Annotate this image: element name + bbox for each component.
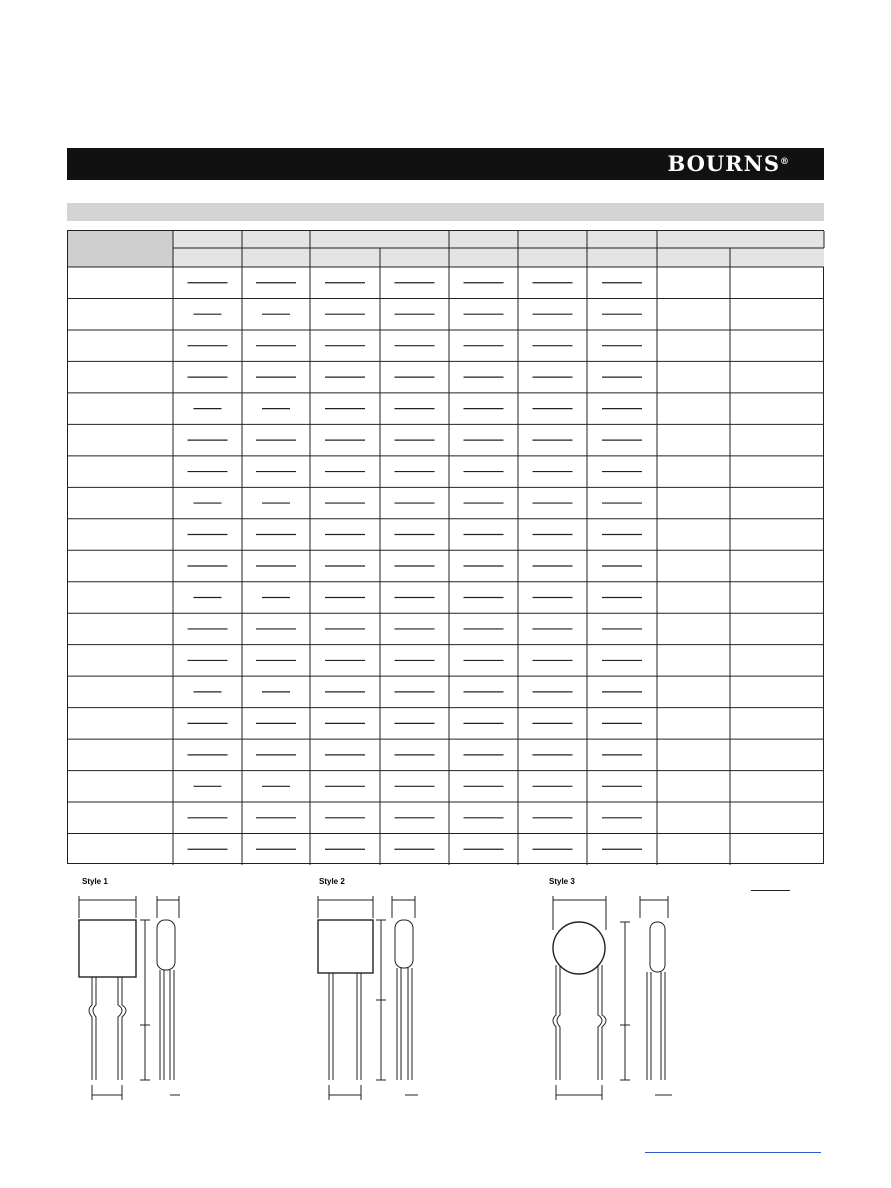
note-underline (751, 890, 790, 891)
header-corner (68, 231, 173, 267)
style-3-drawing (553, 896, 672, 1100)
style-1-label: Style 1 (82, 877, 108, 886)
header-bar (67, 148, 824, 180)
style-1-drawing (79, 896, 180, 1100)
table-grid (68, 231, 825, 865)
style-3-label: Style 3 (549, 877, 575, 886)
style-2-drawing (318, 896, 418, 1100)
header-shade (173, 231, 824, 267)
section-title-bar (67, 203, 824, 221)
specification-table (67, 230, 824, 864)
bourns-logo: BOURNS® (667, 151, 790, 176)
style-2-label: Style 2 (319, 877, 345, 886)
footer-link-underline[interactable] (645, 1152, 821, 1153)
package-drawings (0, 870, 891, 1110)
